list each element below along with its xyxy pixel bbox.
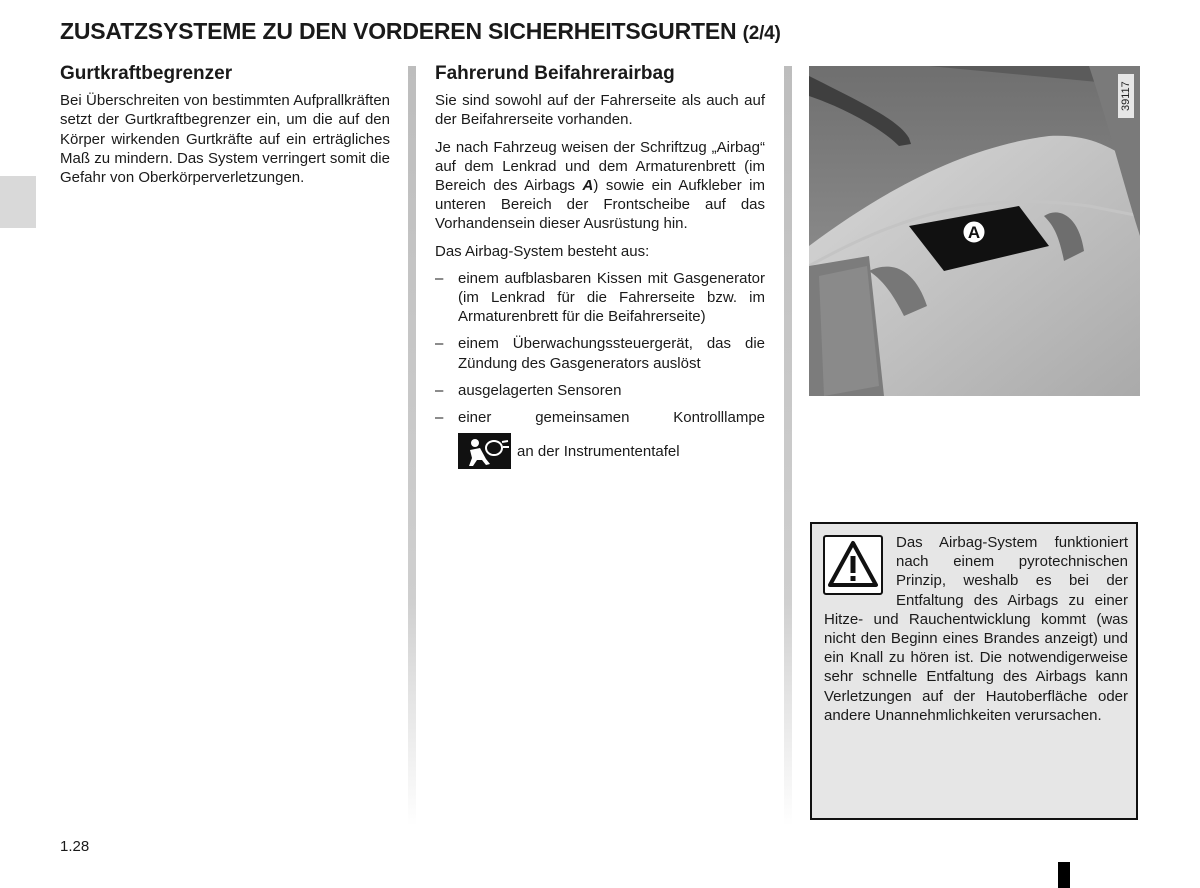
list-item: – einem Überwachungssteuergerät, das die Zündung des Gasgenerators auslöst (435, 334, 765, 372)
lamp-row (435, 433, 765, 469)
page-title (60, 18, 781, 45)
paragraph: Sie sind sowohl auf der Fahrerseite als auch auf der Beifahrerseite vorhanden. (435, 92, 765, 129)
list-item: – einem aufblasbaren Kissen mit Gasgenerator (im Lenkrad für die Fahrerseite bzw. im Armaturenbrett für die Beifahrerseite) (435, 269, 765, 327)
paragraph-part: ) sowie ein Aufkleber im unteren Bereich der Frontscheibe auf das Vorhandensein dieser Ausrüstung hin. (435, 177, 766, 233)
section-heading-airbag: Fahrerund Beifahrerairbag (435, 63, 675, 84)
page-edge-marker (1058, 862, 1070, 888)
airbag-warning-lamp-icon (458, 433, 511, 469)
paragraph: Das Airbag-System besteht aus: (435, 242, 650, 260)
list-item: – ausgelagerten Sensoren (435, 381, 765, 400)
photo-reference-code: 39117 (1118, 74, 1134, 118)
column-gurtkraftbegrenzer (60, 64, 390, 195)
list-item: – einer gemeinsamen Kontrolllampe (435, 408, 765, 427)
warning-text: Das Airbag-System funktioniert nach einem pyrotechnischen Prinzip, weshalb es bei der Entfaltung des Airbags zu einer Hitze- und Rauchentwicklung kommt (was nicht den Beginn eines Brandes anzeigt) und ein Knall zu hören ist. Die notwendigerweise sehr schnelle Entfaltung des Airbags kann Verletzungen auf der Hautoberfläche oder andere Unannehmlichkeiten verursachen. (824, 534, 1128, 724)
paragraph (435, 138, 765, 234)
paragraph-part: Je nach Fahrzeug weisen der Schriftzug „Airbag“ auf dem Lenkrad und dem Armaturenbrett (im Bereich des Airbags (435, 138, 765, 195)
warning-box (810, 522, 1138, 820)
icon-spacer (824, 533, 894, 599)
warning-text-block (824, 533, 1128, 725)
page-title-text: ZUSATZSYSTEME ZU DEN VORDEREN SICHERHEITSGURTEN (60, 18, 737, 44)
column-divider (408, 66, 416, 826)
column-divider (784, 66, 792, 826)
page-number: 1.28 (60, 838, 90, 855)
dashboard-photo (809, 66, 1140, 396)
column-airbag (435, 64, 765, 469)
airbag-label-ref: A (582, 177, 594, 195)
chapter-tab (0, 176, 36, 228)
paragraph: Bei Überschreiten von bestimmten Aufprallkräften setzt der Gurtkraftbegrenzer ein, um die auf den Körper wirkenden Gurtkräfte auf ein erträgliches Maß zu mindern. Das System verringert somit die Gefahr von Oberkörperverletzungen. (60, 92, 390, 187)
section-heading-gurtkraftbegrenzer: Gurtkraftbegrenzer (60, 63, 233, 84)
component-list (435, 269, 765, 427)
photo-label-a: A (967, 223, 981, 242)
lamp-caption: an der Instrumententafel (517, 442, 680, 460)
page-title-part: (2/4) (742, 23, 781, 44)
